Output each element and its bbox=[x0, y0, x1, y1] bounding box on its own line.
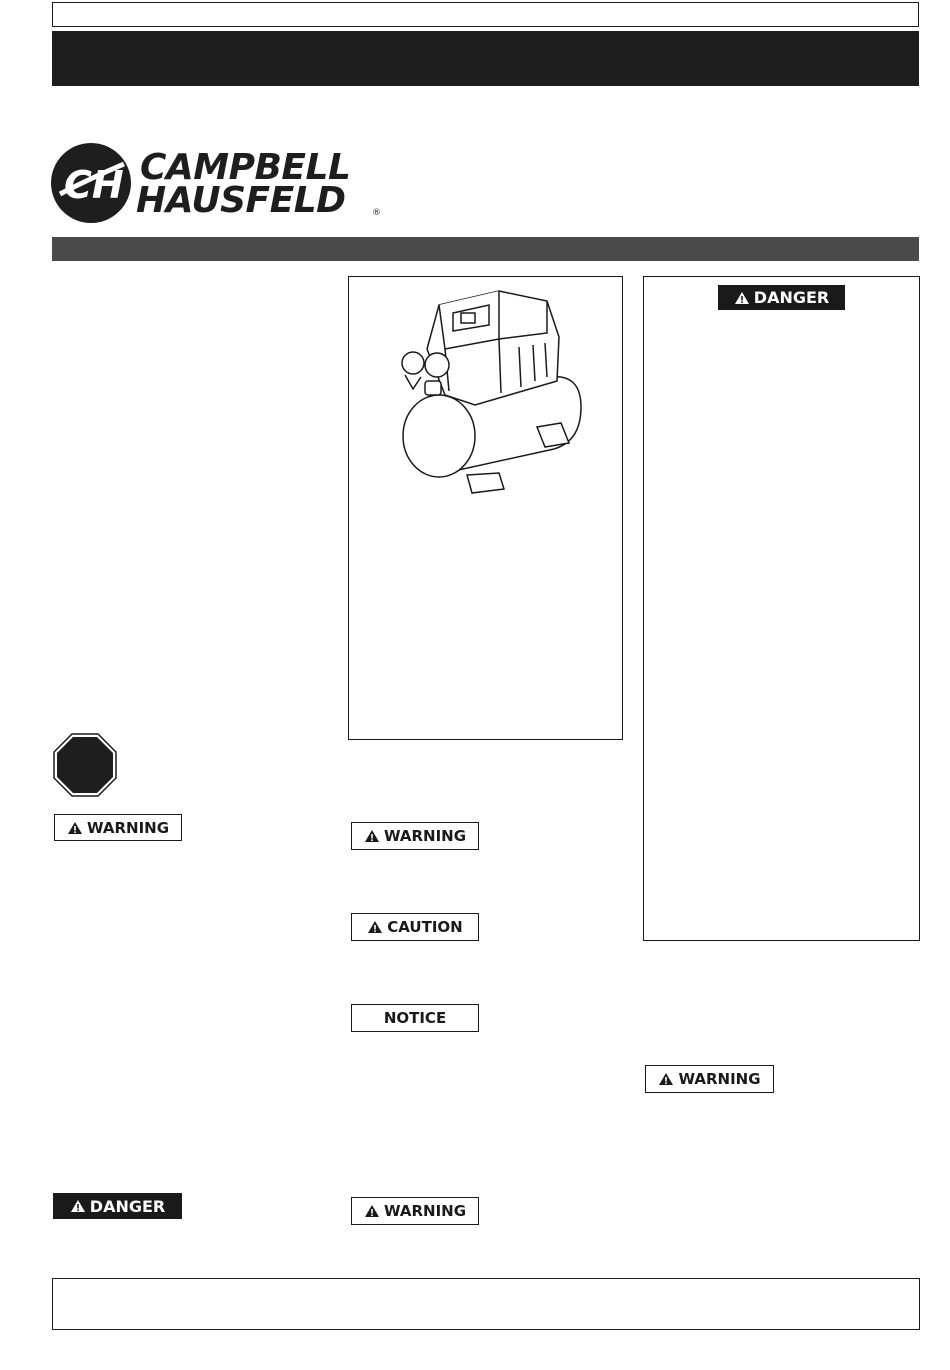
logo-mark-text: CH bbox=[64, 163, 124, 207]
caution-label-text: CAUTION bbox=[387, 918, 463, 936]
registered-mark: ® bbox=[372, 208, 381, 218]
brand-name-line1: CAMPBELL bbox=[140, 147, 351, 188]
alert-triangle-icon bbox=[364, 829, 380, 843]
warning-label-left bbox=[54, 814, 182, 841]
campbell-hausfeld-logo bbox=[50, 140, 395, 225]
warning-label-right bbox=[645, 1065, 774, 1093]
warning-label-text: WARNING bbox=[678, 1070, 761, 1088]
alert-triangle-icon bbox=[658, 1072, 674, 1086]
alert-triangle-icon bbox=[70, 1199, 86, 1213]
header-rule-box bbox=[52, 2, 919, 27]
danger-notice-box bbox=[643, 276, 920, 941]
danger-label-left bbox=[53, 1193, 182, 1219]
alert-triangle-icon bbox=[734, 291, 750, 305]
ch-logo-icon bbox=[50, 142, 132, 224]
notice-label-text: NOTICE bbox=[383, 1009, 447, 1027]
alert-triangle-icon bbox=[364, 1204, 380, 1218]
air-compressor-illustration bbox=[349, 277, 622, 507]
danger-label-top bbox=[718, 285, 845, 310]
caution-label bbox=[351, 913, 479, 941]
warning-label-text: WARNING bbox=[383, 827, 467, 845]
section-band bbox=[52, 237, 919, 261]
product-illustration-box bbox=[348, 276, 623, 740]
stop-sign-icon bbox=[53, 733, 117, 797]
title-band bbox=[52, 31, 919, 86]
alert-triangle-icon bbox=[367, 920, 383, 934]
warning-label-text: WARNING bbox=[86, 818, 170, 837]
brand-name-line2: HAUSFELD bbox=[136, 180, 346, 221]
warning-label-text: WARNING bbox=[383, 1202, 467, 1220]
warning-label-mid-2 bbox=[351, 1197, 479, 1225]
danger-label-text: DANGER bbox=[89, 1196, 166, 1216]
footer-box bbox=[52, 1278, 920, 1330]
notice-label bbox=[351, 1004, 479, 1032]
warning-label-mid-1 bbox=[351, 822, 479, 850]
alert-triangle-icon bbox=[67, 821, 83, 835]
danger-label-text: DANGER bbox=[753, 288, 830, 307]
